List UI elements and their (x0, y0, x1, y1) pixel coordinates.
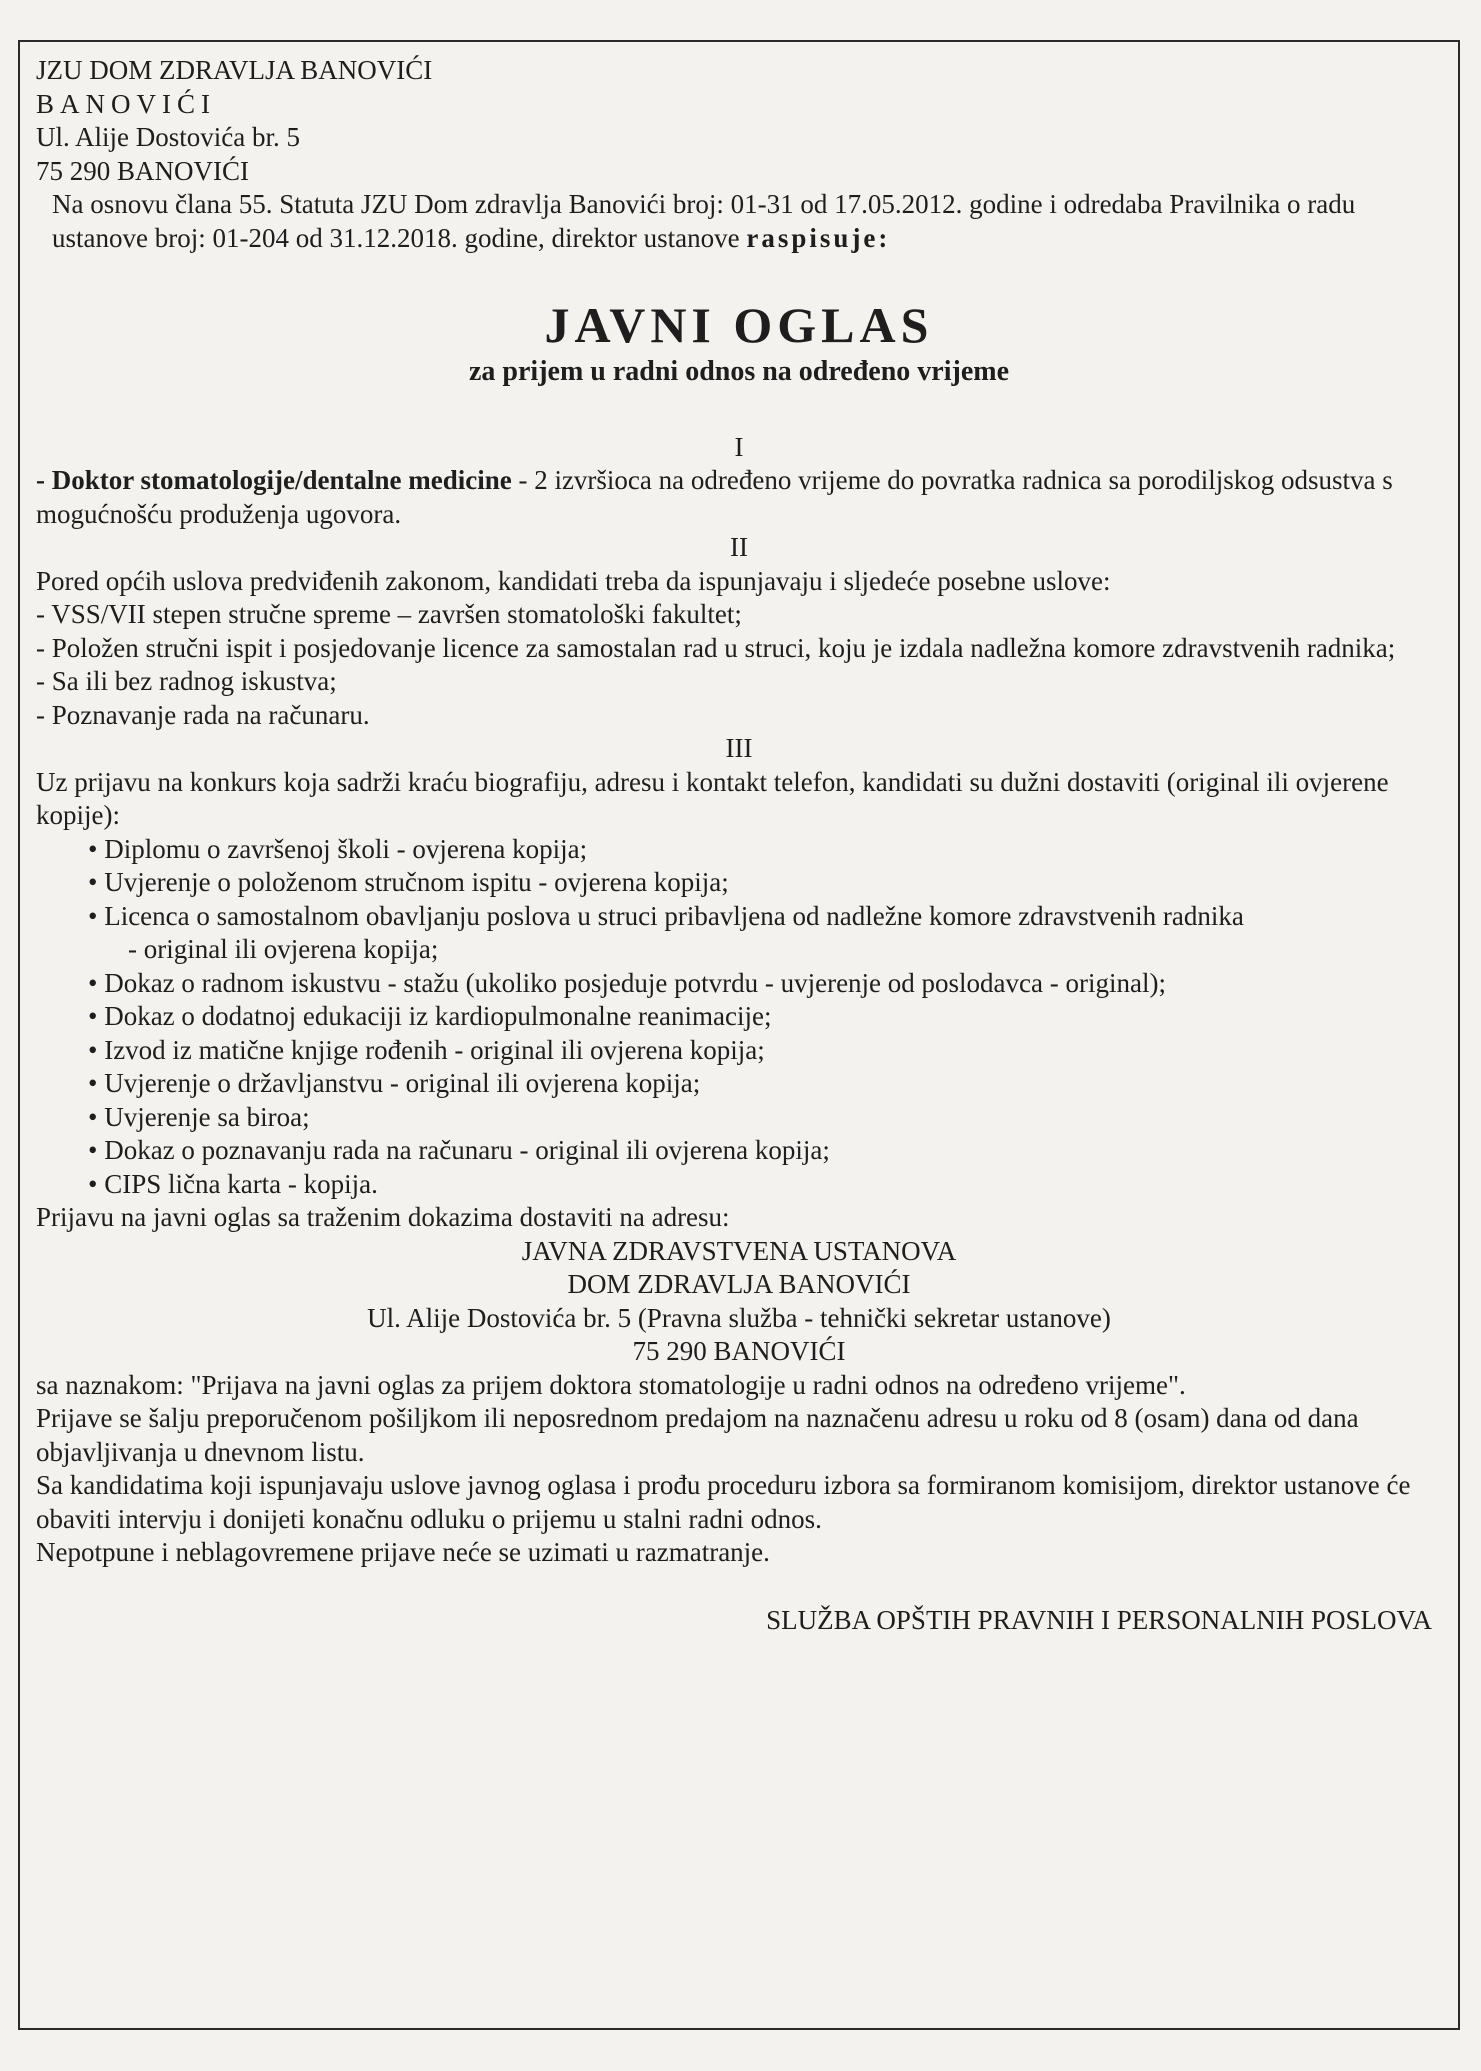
intro-paragraph (36, 188, 1442, 255)
condition-item: - Položen stručni ispit i posjedovanje licence za samostalan rad u struci, koju je izdala nadležna komore zdravstvenih radnika; (36, 632, 1396, 663)
document-item: • Diplomu o završenoj školi - ovjerena kopija; (88, 833, 1442, 867)
document-item: • Izvod iz matične knjige rođenih - original ili ovjerena kopija; (88, 1034, 1442, 1068)
document-item: • CIPS lična karta - kopija. (88, 1168, 1442, 1202)
document-item: • Uvjerenje sa biroa; (88, 1101, 1442, 1135)
institution-city: BANOVIĆI (36, 88, 216, 119)
delivery-address (36, 1235, 1442, 1369)
address-line: DOM ZDRAVLJA BANOVIĆI (567, 1269, 911, 1299)
condition-item: - Poznavanje rada na računaru. (36, 699, 370, 730)
section-3-lead: Uz prijavu na konkurs koja sadrži kraću biografiju, adresu i kontakt telefon, kandidati su dužni dostaviti (original ili ovjerene kopije): (36, 766, 1389, 830)
application-marking: sa naznakom: "Prijava na javni oglas za prijem doktora stomatologije u radni odnos na određeno vrijeme". (36, 1369, 1186, 1400)
documents-list (88, 833, 1442, 1202)
institution-street: Ul. Alije Dostovića br. 5 (36, 122, 300, 152)
condition-item: - Sa ili bez radnog iskustva; (36, 666, 337, 696)
document-item: • Dokaz o poznavanju rada na računaru - original ili ovjerena kopija; (88, 1134, 1442, 1168)
document-item: • Dokaz o dodatnoj edukaciji iz kardiopulmonalne reanimacije; (88, 1000, 1442, 1034)
section-1-number: I (734, 431, 744, 462)
document-item (88, 900, 1442, 967)
document-item-continuation: - original ili ovjerena kopija; (128, 934, 439, 964)
address-line: 75 290 BANOVIĆI (632, 1336, 846, 1366)
notice-title: JAVNI OGLAS (544, 297, 934, 353)
document-item: • Dokaz o radnom iskustvu - stažu (ukoliko posjeduje potvrdu - uvjerenje od poslodavca - original); (88, 967, 1442, 1001)
notice-content (20, 42, 1458, 2028)
delivery-paragraph: Prijave se šalju preporučenom pošiljkom ili neposrednom predajom na naznačenu adresu u roku od 8 (osam) dana od dana objavljivanja u dnevnom listu. (36, 1403, 1359, 1467)
address-line: JAVNA ZDRAVSTVENA USTANOVA (521, 1235, 957, 1266)
address-line: Ul. Alije Dostovića br. 5 (Pravna služba - tehnički sekretar ustanove) (367, 1302, 1111, 1333)
notice-subtitle: za prijem u radni odnos na određeno vrijeme (468, 356, 1010, 387)
incomplete-paragraph: Nepotpune i neblagovremene prijave neće se uzimati u razmatranje. (36, 1537, 770, 1567)
document-item: • Uvjerenje o položenom stručnom ispitu - ovjerena kopija; (88, 866, 1442, 900)
address-lead: Prijavu na javni oglas sa traženim dokazima dostaviti na adresu: (36, 1202, 730, 1232)
institution-name: JZU DOM ZDRAVLJA BANOVIĆI (36, 55, 433, 85)
document-item-text: Licenca o samostalnom obavljanju poslova u struci pribavljena od nadležne komore zdravstvenih radnika (104, 900, 1244, 931)
position-details: - 2 izvršioca na određeno vrijeme do povratka radnica sa porodiljskog odsustva s mogućnošću produženja ugovora. (36, 465, 1393, 529)
intro-text: Na osnovu člana 55. Statuta JZU Dom zdravlja Banovići broj: 01-31 od 17.05.2012. godine i odredaba Pravilnika o radu ustanove broj: 01-204 od 31.12.2018. godine, direktor ustanove (52, 189, 1356, 253)
institution-header (36, 54, 1442, 188)
section-2-number: II (730, 532, 748, 562)
institution-postal: 75 290 BANOVIĆI (36, 155, 249, 186)
conditions-list (36, 598, 1442, 732)
document-item: • Uvjerenje o državljanstvu - original ili ovjerena kopija; (88, 1067, 1442, 1101)
interview-paragraph: Sa kandidatima koji ispunjavaju uslove javnog oglasa i prođu proceduru izbora sa formiranom komisijom, direktor ustanove će obaviti intervju i donijeti konačnu odluku o prijemu u stalni radni odnos. (36, 1470, 1411, 1534)
position-title: - Doktor stomatologije/dentalne medicine (36, 465, 512, 495)
section-2-lead: Pored općih uslova predviđenih zakonom, kandidati treba da ispunjavaju i sljedeće posebne uslove: (36, 565, 1111, 596)
condition-item: - VSS/VII stepen stručne spreme – završen stomatološki fakultet; (36, 599, 742, 629)
intro-emphasis: raspisuje: (746, 222, 891, 253)
signature: SLUŽBA OPŠTIH PRAVNIH I PERSONALNIH POSLOVA (766, 1604, 1432, 1635)
notice-frame (18, 40, 1460, 2030)
section-1-text (36, 464, 1442, 531)
section-3-number: III (725, 733, 753, 763)
